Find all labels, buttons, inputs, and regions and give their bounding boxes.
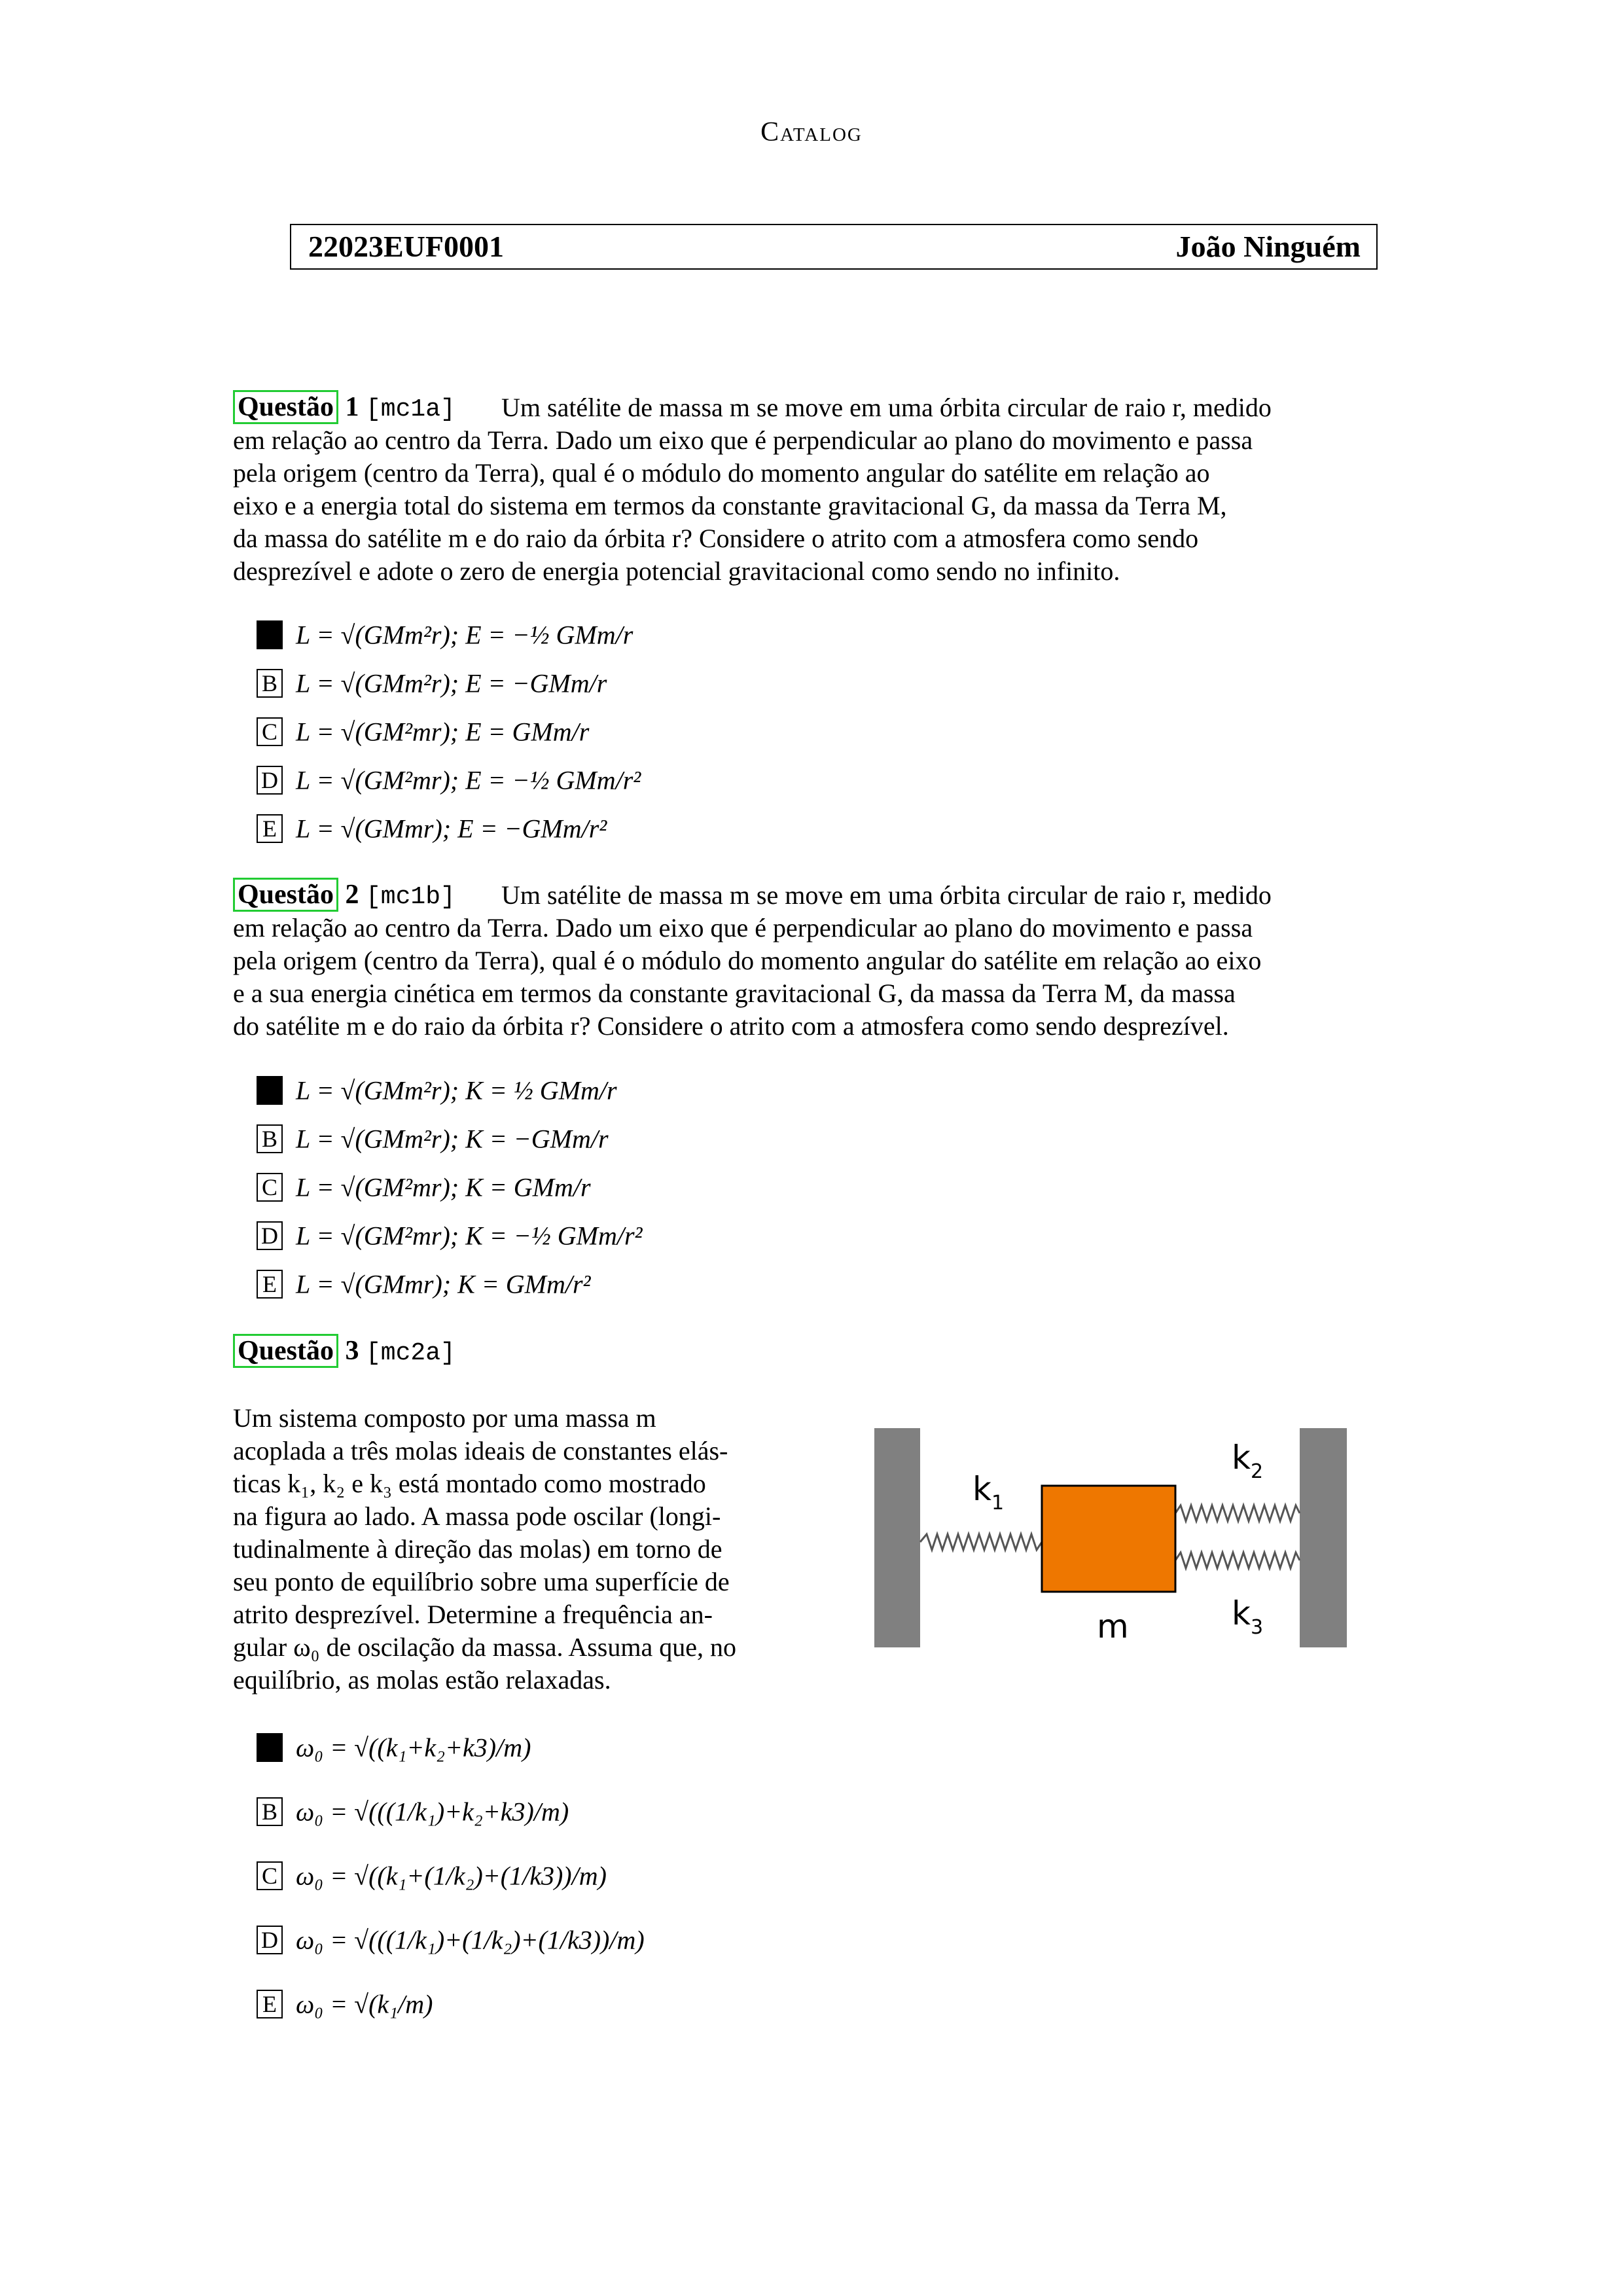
question-tag: [mc2a] [366, 1339, 455, 1367]
text-line: tudinalmente à direção das molas) em torno de [233, 1534, 722, 1564]
label-k1: $k_1$ [972, 1470, 1005, 1515]
answer-box[interactable]: D [257, 1926, 283, 1954]
text-line: desprezível e adote o zero de energia potencial gravitacional como sendo no infinito. [233, 556, 1120, 586]
option-text: L = √(GM²mr); K = −½ GMm/r² [296, 1221, 643, 1251]
answer-box-selected[interactable] [257, 1076, 283, 1105]
question-number: 1 [345, 392, 359, 422]
option-text: ω₀ = √((k₁+(1/k₂)+(1/k3))/m) [296, 1861, 607, 1891]
student-id-box [290, 224, 1378, 270]
question-number: 2 [345, 880, 359, 910]
answer-box-selected[interactable] [257, 1733, 283, 1762]
option-text: L = √(GMm²r); E = −½ GMm/r [296, 620, 633, 650]
answer-box[interactable]: E [257, 1270, 283, 1299]
spring-k3 [1175, 1552, 1300, 1568]
option-text: L = √(GMmr); E = −GMm/r² [296, 814, 607, 844]
question-3-title [233, 1335, 455, 1367]
exam-code: 22023EUF0001 [308, 230, 504, 263]
q3-option-d[interactable] [257, 1922, 645, 1954]
spring-k1 [920, 1534, 1042, 1550]
question-1-text [233, 391, 1397, 588]
text-line: ticas k₁, k₂ e k₃ está montado como mostrado [233, 1469, 706, 1498]
question-2-text [233, 879, 1397, 1043]
q1-option-b[interactable] [257, 665, 607, 698]
option-text: L = √(GMm²r); K = −GMm/r [296, 1124, 609, 1154]
answer-box[interactable]: E [257, 814, 283, 843]
q1-option-a[interactable] [257, 617, 633, 649]
label-mass: m [1097, 1607, 1129, 1645]
text-line: Um satélite de massa m se move em uma órbita circular de raio r, medido [501, 393, 1272, 422]
answer-box-selected[interactable] [257, 620, 283, 649]
spring-k2 [1175, 1505, 1300, 1521]
text-line: eixo e a energia total do sistema em termos da constante gravitacional G, da massa da Terra M, [233, 491, 1227, 520]
text-line: Um satélite de massa m se move em uma órbita circular de raio r, medido [501, 880, 1272, 910]
text-line: em relação ao centro da Terra. Dado um eixo que é perpendicular ao plano do movimento e passa [233, 913, 1253, 942]
text-line: atrito desprezível. Determine a frequência an- [233, 1600, 713, 1629]
option-text: L = √(GM²mr); E = GMm/r [296, 717, 590, 747]
answer-box[interactable]: C [257, 717, 283, 746]
question-label: Questão [233, 390, 338, 424]
question-tag: [mc1b] [366, 883, 455, 911]
option-text: L = √(GM²mr); K = GMm/r [296, 1172, 591, 1202]
text-line: pela origem (centro da Terra), qual é o módulo do momento angular do satélite em relação ao [233, 458, 1210, 488]
q1-option-c[interactable] [257, 713, 589, 746]
spring-mass-figure [874, 1428, 1352, 1651]
option-text: ω₀ = √(((1/k₁)+(1/k₂)+(1/k3))/m) [296, 1925, 645, 1955]
option-text: ω₀ = √(((1/k₁)+k₂+k3)/m) [296, 1797, 569, 1827]
question-label: Questão [233, 1334, 338, 1368]
q2-option-e[interactable] [257, 1266, 591, 1299]
text-line: Um sistema composto por uma massa m [233, 1403, 656, 1433]
q2-option-d[interactable] [257, 1217, 643, 1250]
text-line: pela origem (centro da Terra), qual é o módulo do momento angular do satélite em relação ao eixo [233, 946, 1262, 975]
question-label: Questão [233, 878, 338, 912]
text-line: e a sua energia cinética em termos da constante gravitacional G, da massa da Terra M, da massa [233, 978, 1236, 1008]
q2-option-c[interactable] [257, 1169, 591, 1202]
text-line: acoplada a três molas ideais de constantes elás- [233, 1436, 728, 1465]
answer-box[interactable]: C [257, 1173, 283, 1202]
q3-option-c[interactable] [257, 1857, 607, 1890]
option-text: L = √(GM²mr); E = −½ GMm/r² [296, 765, 641, 795]
mass-block [1042, 1486, 1175, 1592]
option-text: L = √(GMm²r); K = ½ GMm/r [296, 1075, 617, 1105]
left-wall [874, 1428, 920, 1647]
q3-option-e[interactable] [257, 1986, 433, 2018]
text-line: da massa do satélite m e do raio da órbita r? Considere o atrito com a atmosfera como sendo [233, 524, 1199, 553]
q1-option-e[interactable] [257, 810, 607, 843]
question-tag: [mc1a] [366, 395, 455, 423]
question-3-text [233, 1402, 802, 1696]
right-wall [1300, 1428, 1347, 1647]
answer-box[interactable]: D [257, 1221, 283, 1250]
q1-option-d[interactable] [257, 762, 641, 795]
page-header: Catalog [760, 117, 863, 147]
answer-box[interactable]: B [257, 669, 283, 698]
answer-box[interactable]: B [257, 1124, 283, 1153]
q2-option-b[interactable] [257, 1121, 609, 1153]
q3-option-b[interactable] [257, 1793, 569, 1826]
question-number: 3 [345, 1336, 359, 1366]
answer-box[interactable]: B [257, 1797, 283, 1826]
label-k3: $k_3$ [1232, 1594, 1264, 1639]
option-text: L = √(GMmr); K = GMm/r² [296, 1269, 591, 1299]
q2-option-a[interactable] [257, 1072, 617, 1105]
text-line: equilíbrio, as molas estão relaxadas. [233, 1665, 611, 1695]
text-line: em relação ao centro da Terra. Dado um eixo que é perpendicular ao plano do movimento e passa [233, 425, 1253, 455]
option-text: L = √(GMm²r); E = −GMm/r [296, 668, 607, 698]
answer-box[interactable]: E [257, 1990, 283, 2018]
text-line: gular ω₀ de oscilação da massa. Assuma que, no [233, 1632, 736, 1662]
text-line: do satélite m e do raio da órbita r? Considere o atrito com a atmosfera como sendo desprezível. [233, 1011, 1229, 1041]
label-k2: $k_2$ [1232, 1439, 1264, 1483]
answer-box[interactable]: C [257, 1861, 283, 1890]
option-text: ω₀ = √(k₁/m) [296, 1989, 433, 2019]
text-line: na figura ao lado. A massa pode oscilar (longi- [233, 1501, 721, 1531]
answer-box[interactable]: D [257, 766, 283, 795]
q3-option-a[interactable] [257, 1729, 531, 1762]
text-line: seu ponto de equilíbrio sobre uma superfície de [233, 1567, 730, 1596]
student-name: João Ninguém [1175, 230, 1361, 263]
option-text: ω₀ = √((k₁+k₂+k3)/m) [296, 1732, 531, 1763]
